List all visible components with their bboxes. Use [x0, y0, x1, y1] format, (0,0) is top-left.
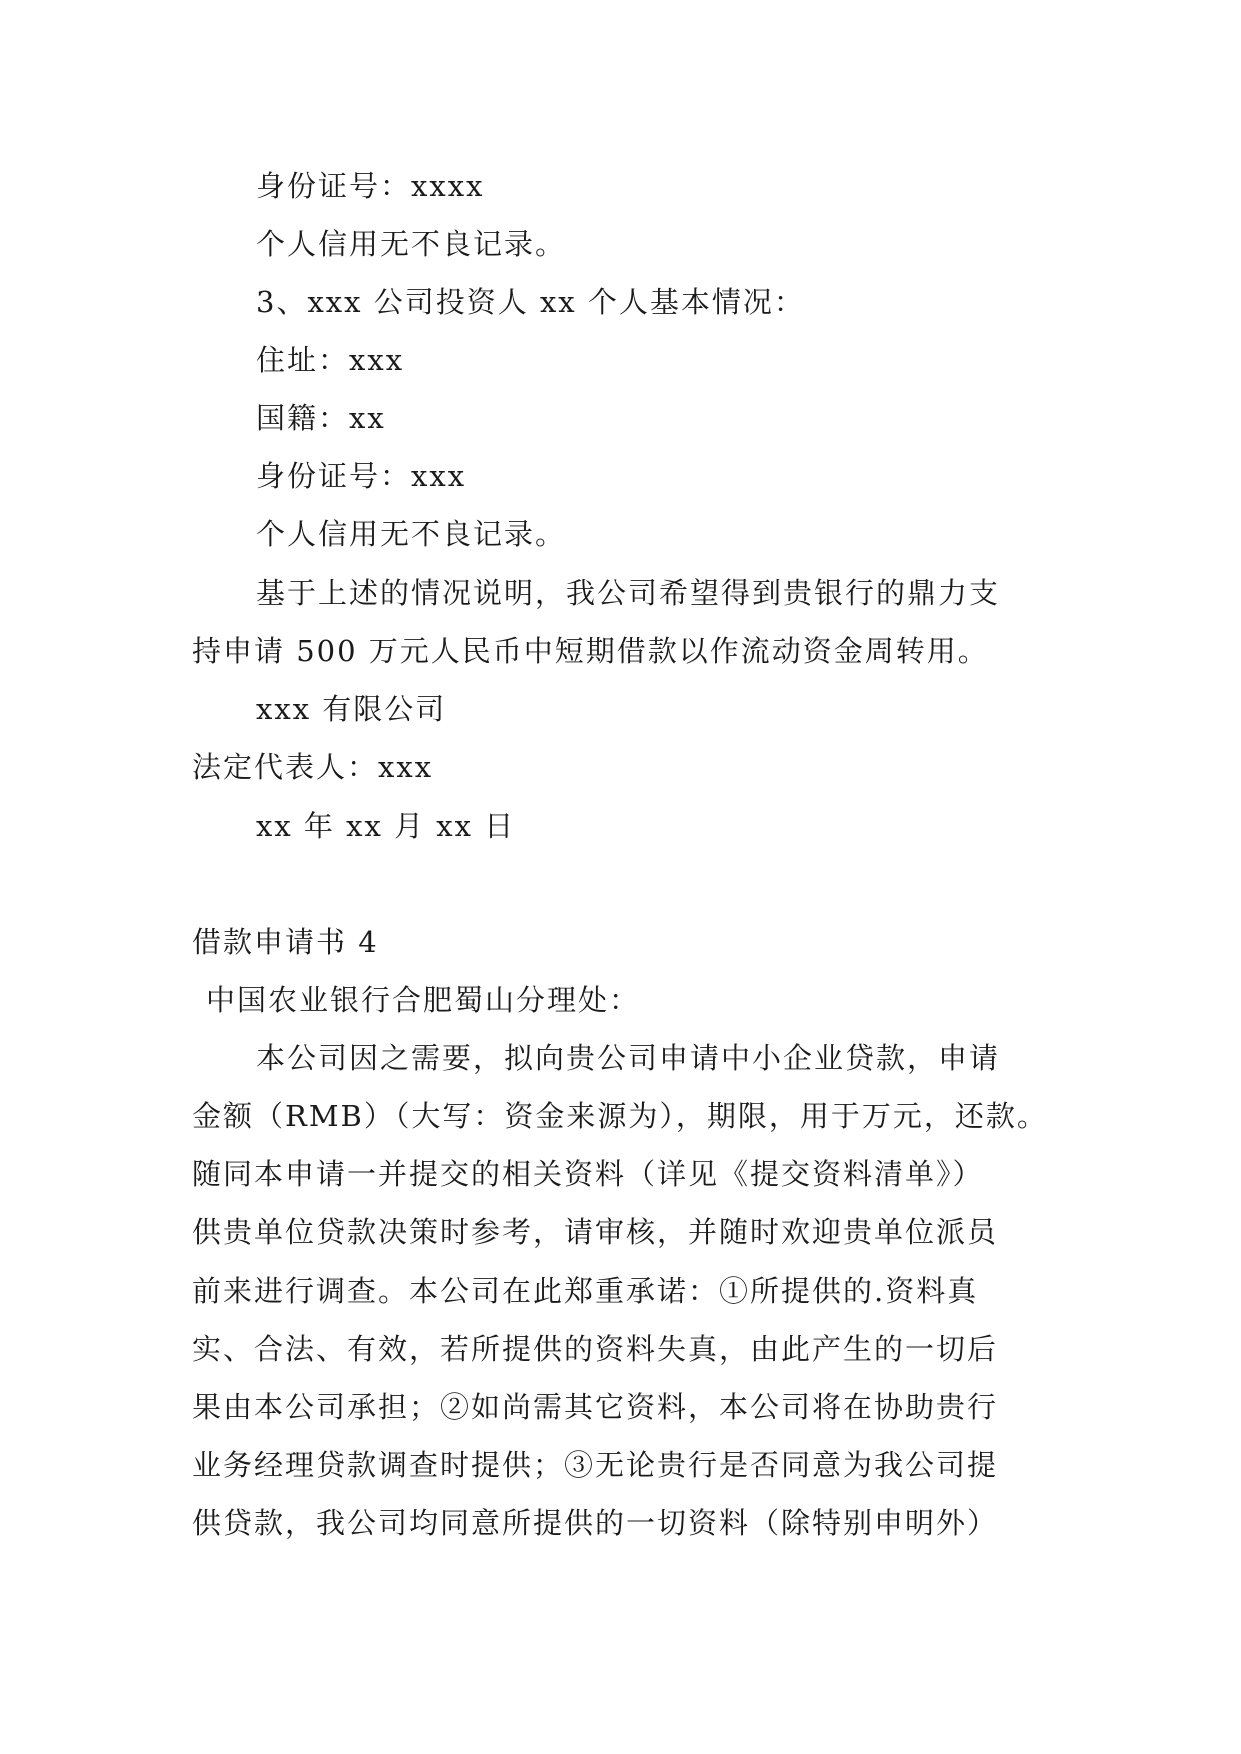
nationality-line: 国籍：xx [256, 401, 386, 435]
addressee-line: 中国农业银行合肥蜀山分理处： [206, 983, 641, 1017]
company-name: xxx 有限公司 [256, 692, 447, 726]
legal-representative: 法定代表人：xxx [192, 750, 434, 784]
credit-record-line-2: 个人信用无不良记录。 [256, 517, 567, 551]
body-line-4: 供贵单位贷款决策时参考，请审核，并随时欢迎贵单位派员 [192, 1215, 999, 1249]
body-line-9: 供贷款，我公司均同意所提供的一切资料（除特别申明外） [192, 1506, 999, 1540]
body-line-7: 果由本公司承担；②如尚需其它资料，本公司将在协助贵行 [192, 1390, 999, 1424]
request-paragraph-line-2: 持申请 500 万元人民币中短期借款以作流动资金周转用。 [192, 634, 989, 668]
date-line: xx 年 xx 月 xx 日 [256, 809, 516, 843]
body-line-8: 业务经理贷款调查时提供；③无论贵行是否同意为我公司提 [192, 1448, 999, 1482]
address-line: 住址：xxx [256, 343, 405, 377]
body-line-5: 前来进行调查。本公司在此郑重承诺：①所提供的.资料真 [192, 1274, 979, 1308]
body-line-2: 金额（RMB）（大写：资金来源为），期限，用于万元，还款。 [192, 1099, 1048, 1133]
investor-heading: 3、xxx 公司投资人 xx 个人基本情况： [256, 285, 805, 319]
credit-record-line-1: 个人信用无不良记录。 [256, 227, 567, 261]
id-number-line-1: 身份证号：xxxx [256, 169, 485, 203]
request-paragraph-line-1: 基于上述的情况说明，我公司希望得到贵银行的鼎力支 [256, 576, 1001, 610]
body-line-6: 实、合法、有效，若所提供的资料失真，由此产生的一切后 [192, 1332, 999, 1366]
body-line-1: 本公司因之需要，拟向贵公司申请中小企业贷款，申请 [256, 1041, 1001, 1075]
body-line-3: 随同本申请一并提交的相关资料（详见《提交资料清单》） [192, 1157, 984, 1191]
id-number-line-2: 身份证号：xxx [256, 459, 467, 493]
section-title: 借款申请书 4 [192, 925, 379, 959]
